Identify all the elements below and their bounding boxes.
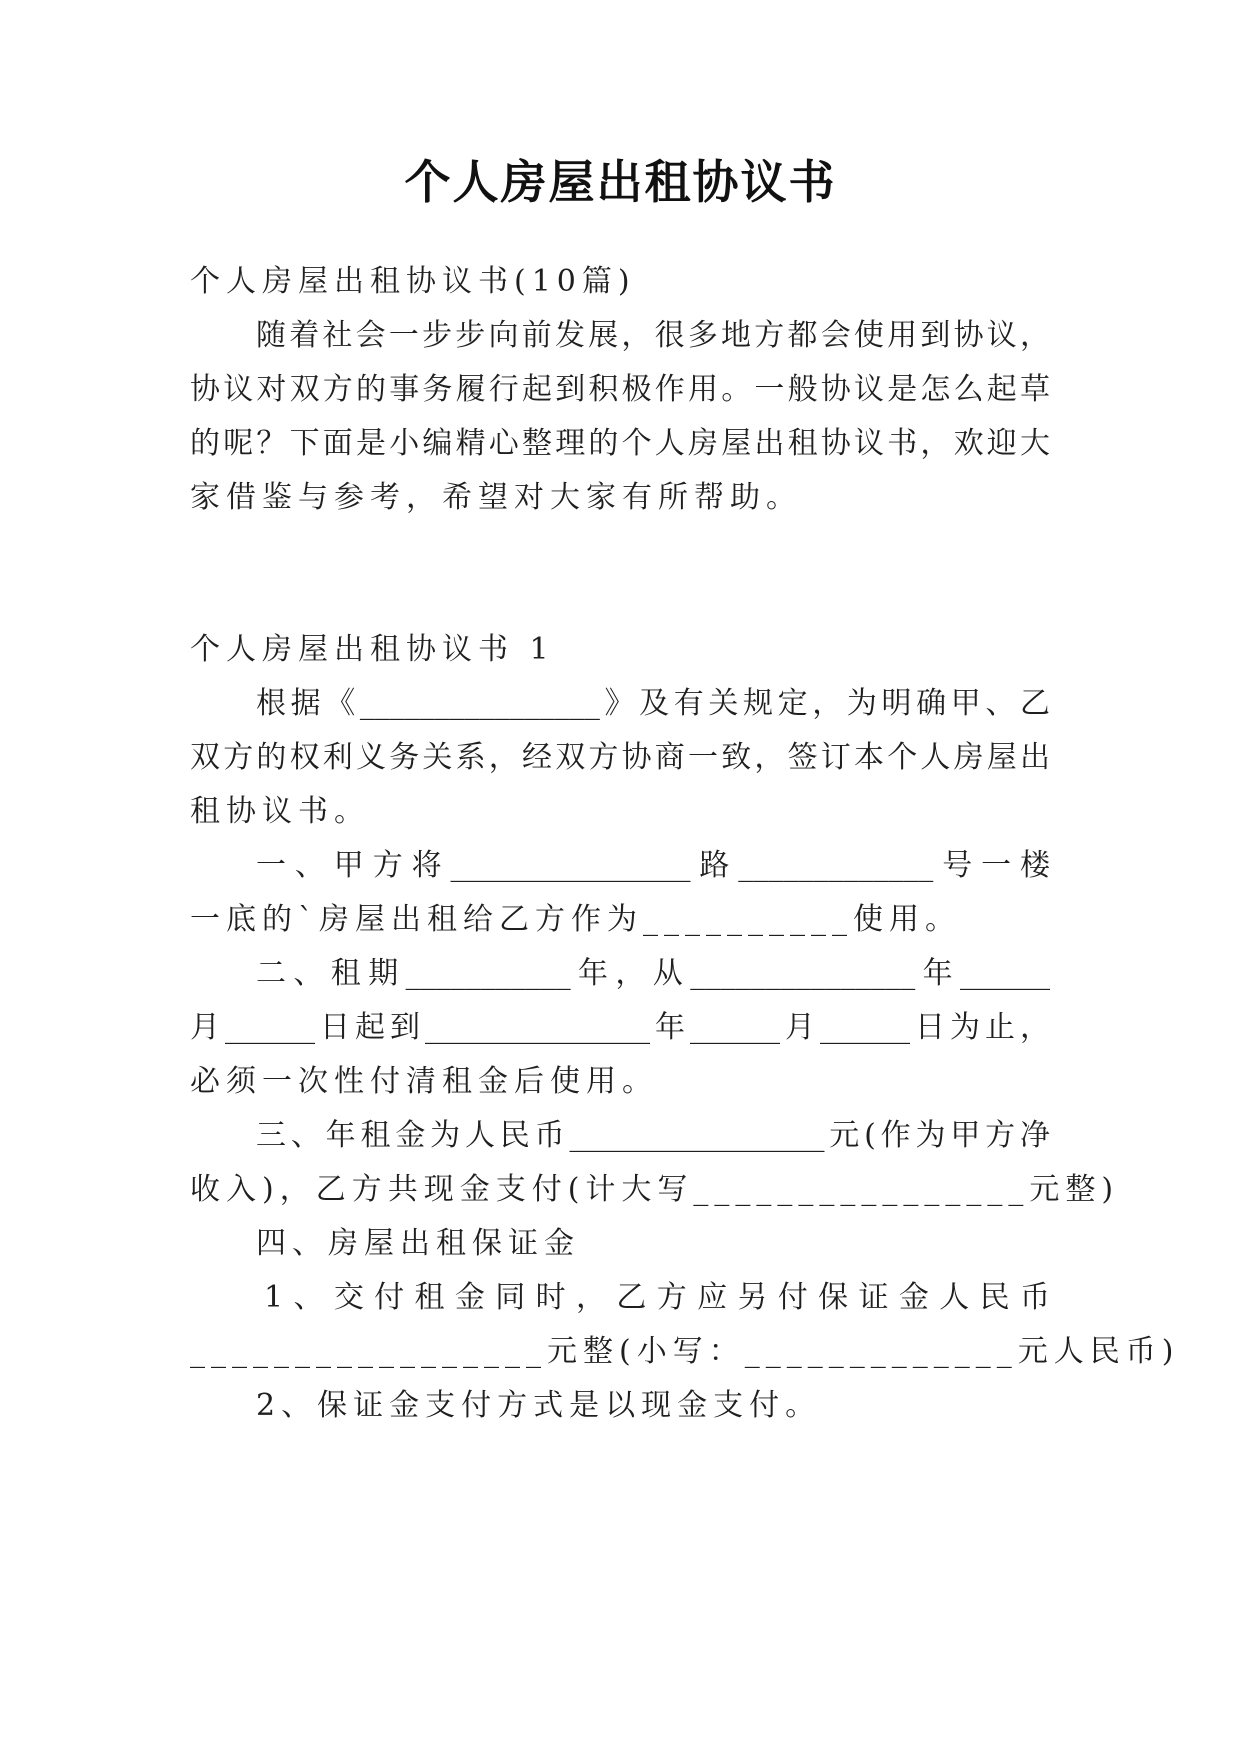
clause-line: 三、年租金为人民币_________________元(作为甲方净 (256, 1118, 1050, 1153)
clause-line: 1、交付租金同时，乙方应另付保证金人民币 (264, 1280, 1050, 1315)
clause-heading: 四、房屋出租保证金 (256, 1226, 580, 1261)
clause-line: 一、甲方将________________路_____________号一楼 (256, 848, 1050, 883)
clause-line: 二、租期___________年，从_______________年______ (256, 956, 1050, 991)
paragraph-line: 租协议书。 (190, 794, 370, 829)
paragraph-line: 家借鉴与参考，希望对大家有所帮助。 (190, 480, 802, 515)
paragraph-line: 协议对双方的事务履行起到积极作用。一般协议是怎么起草 (190, 372, 1050, 407)
document-title: 个人房屋出租协议书 (404, 155, 837, 209)
subtitle-line: 个人房屋出租协议书(10篇) (190, 264, 636, 299)
paragraph-line: 根据《________________》及有关规定，为明确甲、乙 (256, 686, 1050, 721)
paragraph-line: 双方的权利义务关系，经双方协商一致，签订本个人房屋出 (190, 740, 1050, 775)
clause-line: 2、保证金支付方式是以现金支付。 (256, 1388, 822, 1423)
clause-line: 月______日起到_______________年______月______日为止， (190, 1010, 1050, 1045)
clause-line: 一底的`房屋出租给乙方作为__________使用。 (190, 902, 961, 937)
clause-line: 必须一次性付清租金后使用。 (190, 1064, 658, 1099)
paragraph-line: 随着社会一步步向前发展，很多地方都会使用到协议， (256, 318, 1050, 353)
clause-line: _________________元整(小写：_____________元人民币) (190, 1334, 1180, 1369)
section-heading: 个人房屋出租协议书 1 (190, 632, 555, 667)
paragraph-line: 的呢？下面是小编精心整理的个人房屋出租协议书，欢迎大 (190, 426, 1050, 461)
clause-line: 收入)，乙方共现金支付(计大写________________元整) (190, 1172, 1120, 1207)
